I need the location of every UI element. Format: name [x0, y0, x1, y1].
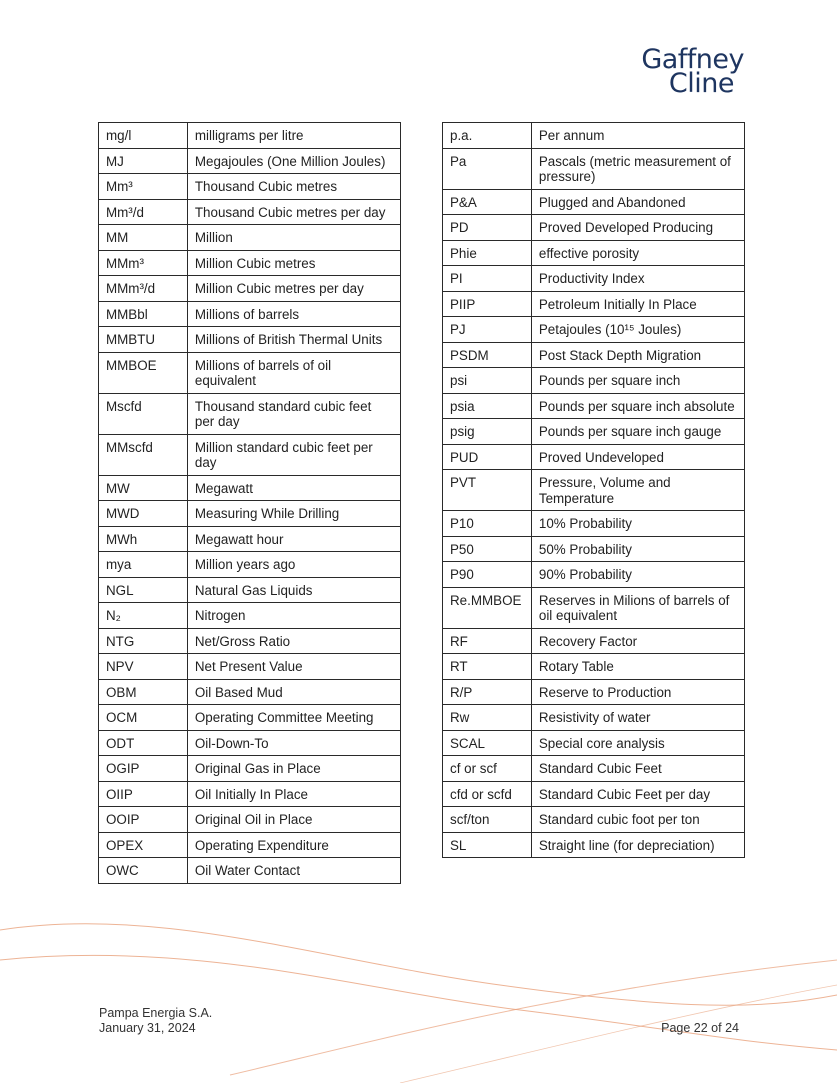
glossary-abbreviation: PUD [443, 444, 532, 470]
glossary-row [99, 577, 401, 603]
glossary-row [443, 587, 745, 628]
glossary-abbreviation: cf or scf [443, 756, 532, 782]
glossary-definition: Resistivity of water [531, 705, 744, 731]
glossary-abbreviation: NTG [99, 628, 188, 654]
glossary-abbreviation: MMm³ [99, 250, 188, 276]
glossary-row [443, 536, 745, 562]
glossary-row [443, 123, 745, 149]
glossary-abbreviation: PD [443, 215, 532, 241]
glossary-row [99, 352, 401, 393]
glossary-definition: Megajoules (One Million Joules) [187, 148, 400, 174]
glossary-definition: Natural Gas Liquids [187, 577, 400, 603]
glossary-row [443, 470, 745, 511]
glossary-abbreviation: OBM [99, 679, 188, 705]
glossary-abbreviation: RF [443, 628, 532, 654]
glossary-abbreviation: NPV [99, 654, 188, 680]
glossary-abbreviation: MMBTU [99, 327, 188, 353]
glossary-definition: Standard Cubic Feet per day [531, 781, 744, 807]
glossary-definition: Thousand Cubic metres per day [187, 199, 400, 225]
glossary-row [99, 123, 401, 149]
glossary-row [99, 603, 401, 629]
logo-line-2: Cline [668, 68, 734, 99]
glossary-row [99, 832, 401, 858]
glossary-row [443, 291, 745, 317]
glossary-abbreviation: P&A [443, 189, 532, 215]
glossary-definition: Megawatt [187, 475, 400, 501]
glossary-definition: Thousand Cubic metres [187, 174, 400, 200]
glossary-abbreviation: Pa [443, 148, 532, 189]
glossary-definition: Petroleum Initially In Place [531, 291, 744, 317]
glossary-definition: Million years ago [187, 552, 400, 578]
glossary-row [443, 756, 745, 782]
glossary-definition: Productivity Index [531, 266, 744, 292]
glossary-abbreviation: p.a. [443, 123, 532, 149]
glossary-row [99, 225, 401, 251]
glossary-row [99, 434, 401, 475]
footer-left [99, 1006, 212, 1035]
glossary-abbreviation: cfd or scfd [443, 781, 532, 807]
glossary-definition: Million Cubic metres per day [187, 276, 400, 302]
glossary-abbreviation: P10 [443, 511, 532, 537]
glossary-definition: Pounds per square inch absolute [531, 393, 744, 419]
glossary-definition: Operating Committee Meeting [187, 705, 400, 731]
glossary-abbreviation: MWD [99, 501, 188, 527]
glossary-abbreviation: ODT [99, 730, 188, 756]
glossary-abbreviation: psi [443, 368, 532, 394]
glossary-abbreviation: OPEX [99, 832, 188, 858]
glossary-row [443, 511, 745, 537]
glossary-definition: Pressure, Volume and Temperature [531, 470, 744, 511]
glossary-table-left [98, 122, 401, 884]
glossary-row [99, 654, 401, 680]
glossary-row [443, 148, 745, 189]
glossary-definition: Reserve to Production [531, 679, 744, 705]
glossary-row [443, 730, 745, 756]
footer-company: Pampa Energia S.A. [99, 1006, 213, 1020]
glossary-definition: Standard Cubic Feet [531, 756, 744, 782]
glossary-definition: 50% Probability [531, 536, 744, 562]
glossary-definition: Pascals (metric measurement of pressure) [531, 148, 744, 189]
glossary-definition: Net/Gross Ratio [187, 628, 400, 654]
glossary-definition: Reserves in Milions of barrels of oil equivalent [531, 587, 744, 628]
glossary-row [99, 807, 401, 833]
glossary-row [443, 317, 745, 343]
glossary-row [99, 730, 401, 756]
glossary-definition: Proved Undeveloped [531, 444, 744, 470]
glossary-abbreviation: psig [443, 419, 532, 445]
glossary-definition: Pounds per square inch gauge [531, 419, 744, 445]
glossary-row [443, 444, 745, 470]
glossary-row [99, 301, 401, 327]
glossary-row [443, 368, 745, 394]
glossary-row [99, 526, 401, 552]
glossary-abbreviation: psia [443, 393, 532, 419]
glossary-definition: milligrams per litre [187, 123, 400, 149]
glossary-abbreviation: OOIP [99, 807, 188, 833]
glossary-abbreviation: MWh [99, 526, 188, 552]
glossary-abbreviation: OIIP [99, 781, 188, 807]
glossary-row [443, 781, 745, 807]
glossary-row [443, 266, 745, 292]
glossary-row [443, 393, 745, 419]
glossary-definition: Rotary Table [531, 654, 744, 680]
glossary-abbreviation: SCAL [443, 730, 532, 756]
glossary-abbreviation: R/P [443, 679, 532, 705]
glossary-definition: Millions of British Thermal Units [187, 327, 400, 353]
glossary-definition: Post Stack Depth Migration [531, 342, 744, 368]
glossary-definition: Oil Initially In Place [187, 781, 400, 807]
glossary-definition: 90% Probability [531, 562, 744, 588]
glossary-definition: Original Gas in Place [187, 756, 400, 782]
glossary-row [99, 628, 401, 654]
glossary-row [443, 240, 745, 266]
footer-date: January 31, 2024 [99, 1020, 196, 1035]
glossary-row [443, 705, 745, 731]
glossary-definition: Straight line (for depreciation) [531, 832, 744, 858]
glossary-abbreviation: PVT [443, 470, 532, 511]
glossary-definition: Oil Based Mud [187, 679, 400, 705]
glossary-definition: Oil Water Contact [187, 858, 400, 884]
glossary-abbreviation: Mm³ [99, 174, 188, 200]
glossary-abbreviation: NGL [99, 577, 188, 603]
glossary-definition: Standard cubic foot per ton [531, 807, 744, 833]
glossary-abbreviation: Re.MMBOE [443, 587, 532, 628]
glossary-abbreviation: Phie [443, 240, 532, 266]
glossary-abbreviation: Mm³/d [99, 199, 188, 225]
glossary-abbreviation: MJ [99, 148, 188, 174]
glossary-row [99, 679, 401, 705]
glossary-row [443, 807, 745, 833]
glossary-abbreviation: MMscfd [99, 434, 188, 475]
glossary-row [99, 250, 401, 276]
glossary-definition: Petajoules (10¹⁵ Joules) [531, 317, 744, 343]
glossary-definition: Net Present Value [187, 654, 400, 680]
glossary-row [99, 756, 401, 782]
glossary-abbreviation: MM [99, 225, 188, 251]
glossary-abbreviation: PI [443, 266, 532, 292]
glossary-abbreviation: PIIP [443, 291, 532, 317]
glossary-row [443, 189, 745, 215]
glossary-abbreviation: MMBOE [99, 352, 188, 393]
glossary-abbreviation: OGIP [99, 756, 188, 782]
glossary-row [99, 501, 401, 527]
glossary-definition: Proved Developed Producing [531, 215, 744, 241]
glossary-definition: Millions of barrels of oil equivalent [187, 352, 400, 393]
glossary-row [443, 832, 745, 858]
glossary-abbreviation: PJ [443, 317, 532, 343]
glossary-abbreviation: Mscfd [99, 393, 188, 434]
glossary-definition: Megawatt hour [187, 526, 400, 552]
glossary-definition: 10% Probability [531, 511, 744, 537]
glossary-definition: Million standard cubic feet per day [187, 434, 400, 475]
glossary-definition: Measuring While Drilling [187, 501, 400, 527]
glossary-row [99, 781, 401, 807]
glossary-row [443, 679, 745, 705]
glossary-definition: Oil-Down-To [187, 730, 400, 756]
gaffney-cline-logo [632, 44, 744, 99]
glossary-definition: Million [187, 225, 400, 251]
glossary-row [99, 552, 401, 578]
glossary-definition: Per annum [531, 123, 744, 149]
glossary-definition: Thousand standard cubic feet per day [187, 393, 400, 434]
glossary-abbreviation: Rw [443, 705, 532, 731]
glossary-row [443, 215, 745, 241]
glossary-row [99, 276, 401, 302]
glossary-definition: Original Oil in Place [187, 807, 400, 833]
glossary-row [443, 628, 745, 654]
glossary-row [443, 342, 745, 368]
glossary-definition: Plugged and Abandoned [531, 189, 744, 215]
glossary-definition: effective porosity [531, 240, 744, 266]
glossary-row [99, 174, 401, 200]
glossary-definition: Special core analysis [531, 730, 744, 756]
glossary-abbreviation: SL [443, 832, 532, 858]
glossary-abbreviation: scf/ton [443, 807, 532, 833]
glossary-row [99, 199, 401, 225]
glossary-abbreviation: RT [443, 654, 532, 680]
glossary-row [99, 475, 401, 501]
glossary-abbreviation: OWC [99, 858, 188, 884]
glossary-row [99, 148, 401, 174]
footer-page-number: Page 22 of 24 [661, 1021, 739, 1035]
glossary-row [443, 654, 745, 680]
glossary-definition: Nitrogen [187, 603, 400, 629]
glossary-abbreviation: P90 [443, 562, 532, 588]
glossary-definition: Million Cubic metres [187, 250, 400, 276]
glossary-definition: Pounds per square inch [531, 368, 744, 394]
glossary-definition: Operating Expenditure [187, 832, 400, 858]
logo-line-1: Gaffney [641, 44, 744, 75]
glossary-abbreviation: MMm³/d [99, 276, 188, 302]
glossary-abbreviation: PSDM [443, 342, 532, 368]
glossary-abbreviation: mg/l [99, 123, 188, 149]
glossary-row [99, 393, 401, 434]
glossary-abbreviation: mya [99, 552, 188, 578]
glossary-row [443, 562, 745, 588]
glossary-definition: Millions of barrels [187, 301, 400, 327]
glossary-row [99, 327, 401, 353]
glossary-definition: Recovery Factor [531, 628, 744, 654]
glossary-row [443, 419, 745, 445]
glossary-abbreviation: OCM [99, 705, 188, 731]
glossary-abbreviation: MMBbl [99, 301, 188, 327]
glossary-abbreviation: N₂ [99, 603, 188, 629]
glossary-row [99, 705, 401, 731]
glossary-abbreviation: P50 [443, 536, 532, 562]
glossary-row [99, 858, 401, 884]
glossary-abbreviation: MW [99, 475, 188, 501]
glossary-table-right [442, 122, 745, 858]
